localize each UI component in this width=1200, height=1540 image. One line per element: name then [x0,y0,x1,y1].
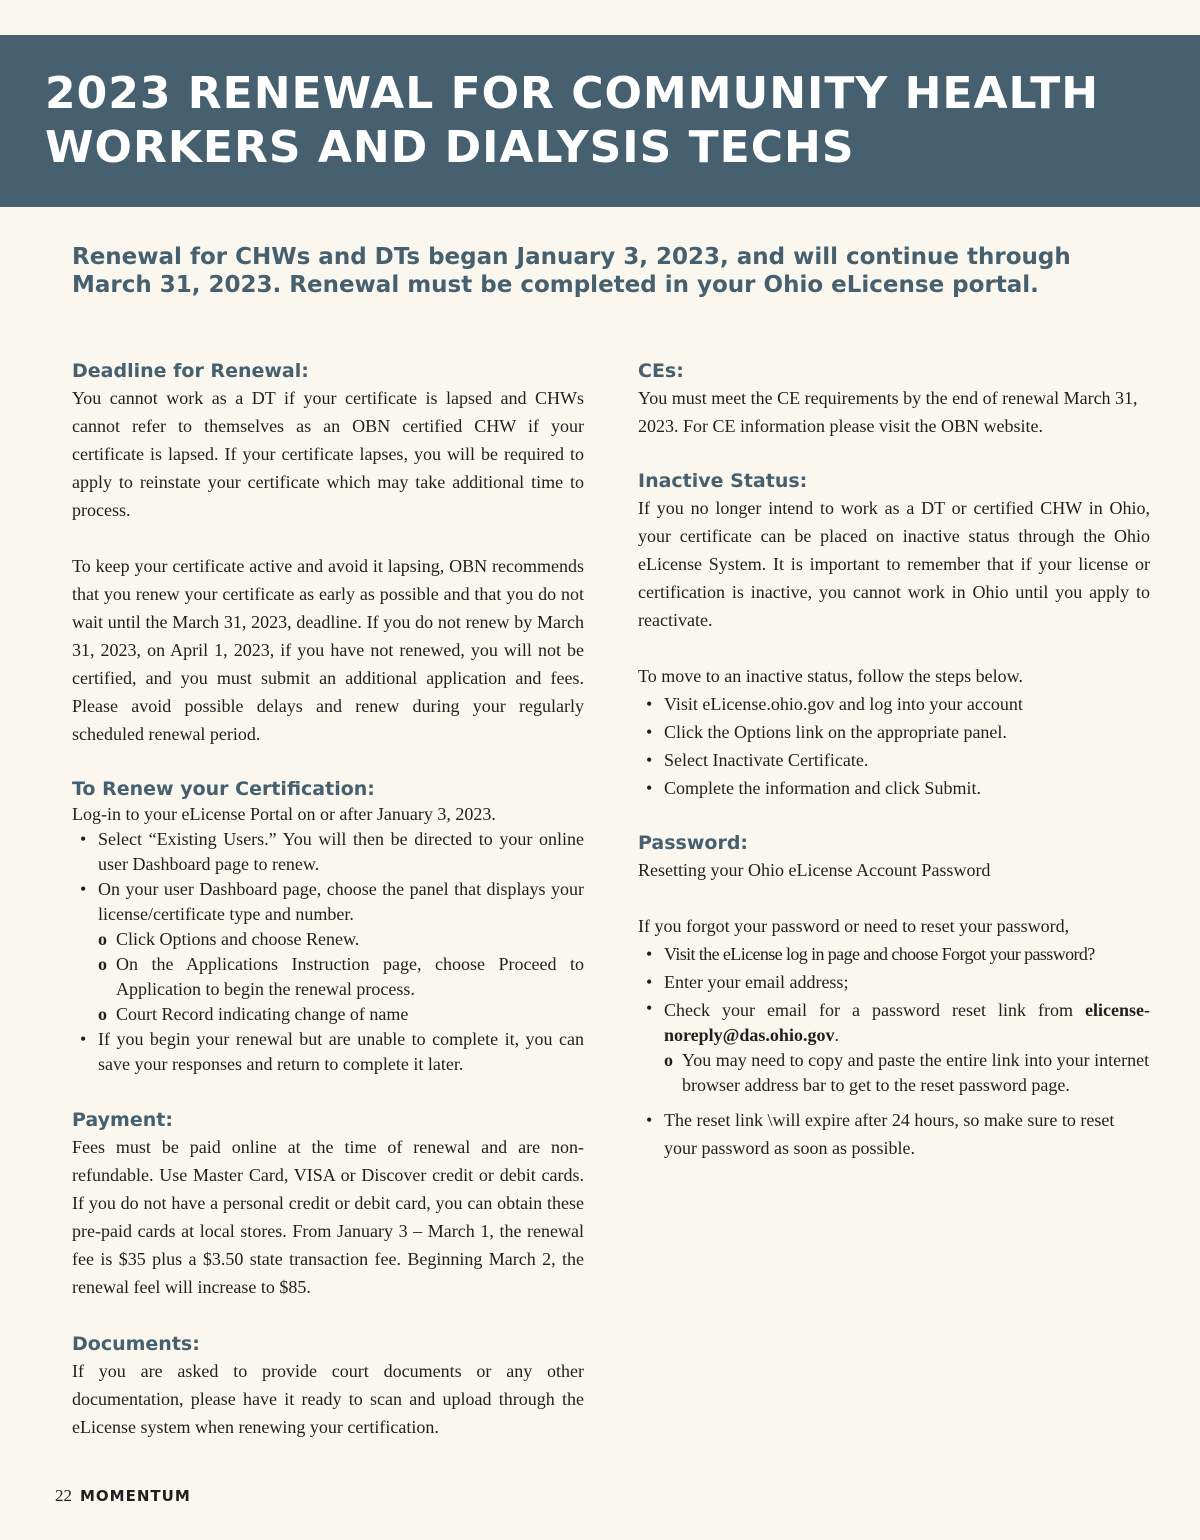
deadline-heading: Deadline for Renewal: [72,360,309,382]
password-subtitle: Resetting your Ohio eLicense Account Password [638,860,991,880]
title-line-1: 2023 RENEWAL FOR COMMUNITY HEALTH [45,68,1100,119]
ces-section [638,358,1150,440]
inactive-steps-intro: To move to an inactive status, follow the steps below. [638,666,1023,686]
page-number: 22 [55,1486,72,1505]
page-footer [55,1485,191,1507]
documents-text: If you are asked to provide court documents or any other documentation, please have it ready to scan and upload through the eLicense system when renewing your certification. [72,1361,584,1437]
list-item: • Click the Options link on the appropriate panel. [638,718,1150,746]
sub-list-item: o On the Applications Instruction page, choose Proceed to Application to begin the renewal process. [98,952,584,1002]
title-banner [0,35,1200,207]
list-item-text-end: . [834,1025,839,1045]
list-item: • Enter your email address; [638,968,1150,996]
list-item: • Select Inactivate Certificate. [638,746,1150,774]
ces-text: You must meet the CE requirements by the end of renewal March 31, 2023. For CE information please visit the OBN website. [638,388,1138,436]
documents-section [72,1331,584,1441]
page-title [45,67,1145,175]
sub-list-item: o Court Record indicating change of name [98,1002,584,1027]
renew-section [72,776,584,1077]
documents-heading: Documents: [72,1333,200,1355]
deadline-section [72,358,584,748]
publication-name: MOMENTUM [80,1487,191,1505]
right-column [638,358,1150,1162]
inactive-heading: Inactive Status: [638,470,808,492]
list-item-text: On your user Dashboard page, choose the panel that displays your license/certificate type and number. [98,879,584,924]
ces-heading: CEs: [638,360,684,382]
list-item: • Complete the information and click Submit. [638,774,1150,802]
password-intro: If you forgot your password or need to reset your password, [638,916,1070,936]
list-item: • The reset link \will expire after 24 hours, so make sure to reset your password as soon as possible. [638,1106,1150,1162]
payment-heading: Payment: [72,1109,173,1131]
payment-section [72,1107,584,1301]
list-item: • Visit the eLicense log in page and choose Forgot your password? [638,940,1150,968]
list-item [72,877,584,927]
deadline-paragraph-1: You cannot work as a DT if your certificate is lapsed and CHWs cannot refer to themselves as an OBN certified CHW if your certificate is lapsed. If your certificate lapses, you will be required to apply to reinstate your certificate which may take additional time to process. [72,388,584,520]
payment-text: Fees must be paid online at the time of renewal and are non-refundable. Use Master Card, VISA or Discover credit or debit cards. If you do not have a personal credit or debit card, you can obtain these pre-paid cards at local stores. From January 3 – March 1, the renewal fee is $35 plus a $3.50 state transaction fee. Beginning March 2, the renewal feel will increase to $85. [72,1137,584,1297]
inactive-steps-list [638,690,1150,802]
password-heading: Password: [638,832,749,854]
password-steps-list [638,940,1150,1162]
renew-steps-list [72,827,584,1077]
sub-list-item: o Click Options and choose Renew. [98,927,584,952]
left-column [72,358,584,1441]
list-item: • Select “Existing Users.” You will then be directed to your online user Dashboard page to renew. [72,827,584,877]
inactive-text: If you no longer intend to work as a DT or certified CHW in Ohio, your certificate can be placed on inactive status through the Ohio eLicense System. It is important to remember that if your license or certification is inactive, you cannot work in Ohio until you apply to reactivate. [638,498,1150,630]
renew-intro: Log-in to your eLicense Portal on or after January 3, 2023. [72,804,496,824]
title-line-2: WORKERS AND DIALYSIS TECHS [45,122,855,173]
password-section [638,830,1150,1162]
list-item [638,996,1150,1048]
sub-list-item: o You may need to copy and paste the entire link into your internet browser address bar to get to the reset password page. [664,1048,1150,1098]
list-item-text: Check your email for a password reset link from [664,1000,1086,1020]
list-item: • Visit eLicense.ohio.gov and log into your account [638,690,1150,718]
intro-text: Renewal for CHWs and DTs began January 3, 2023, and will continue through March 31, 2023. Renewal must be completed in your Ohio eLicense portal. [72,244,1071,298]
deadline-paragraph-2: To keep your certificate active and avoid it lapsing, OBN recommends that you renew your certificate as early as possible and that you do not wait until the March 31, 2023, deadline. If you do not renew by March 31, 2023, on April 1, 2023, if you have not renewed, you will not be certified, and you must submit an additional application and fees. Please avoid possible delays and renew during your regularly scheduled renewal period. [72,556,584,744]
reset-email: elicense-noreply@das.ohio.gov [664,1000,1150,1045]
list-item: • If you begin your renewal but are unable to complete it, you can save your responses and return to complete it later. [72,1027,584,1077]
renew-heading: To Renew your Certification: [72,778,375,800]
inactive-section [638,468,1150,802]
